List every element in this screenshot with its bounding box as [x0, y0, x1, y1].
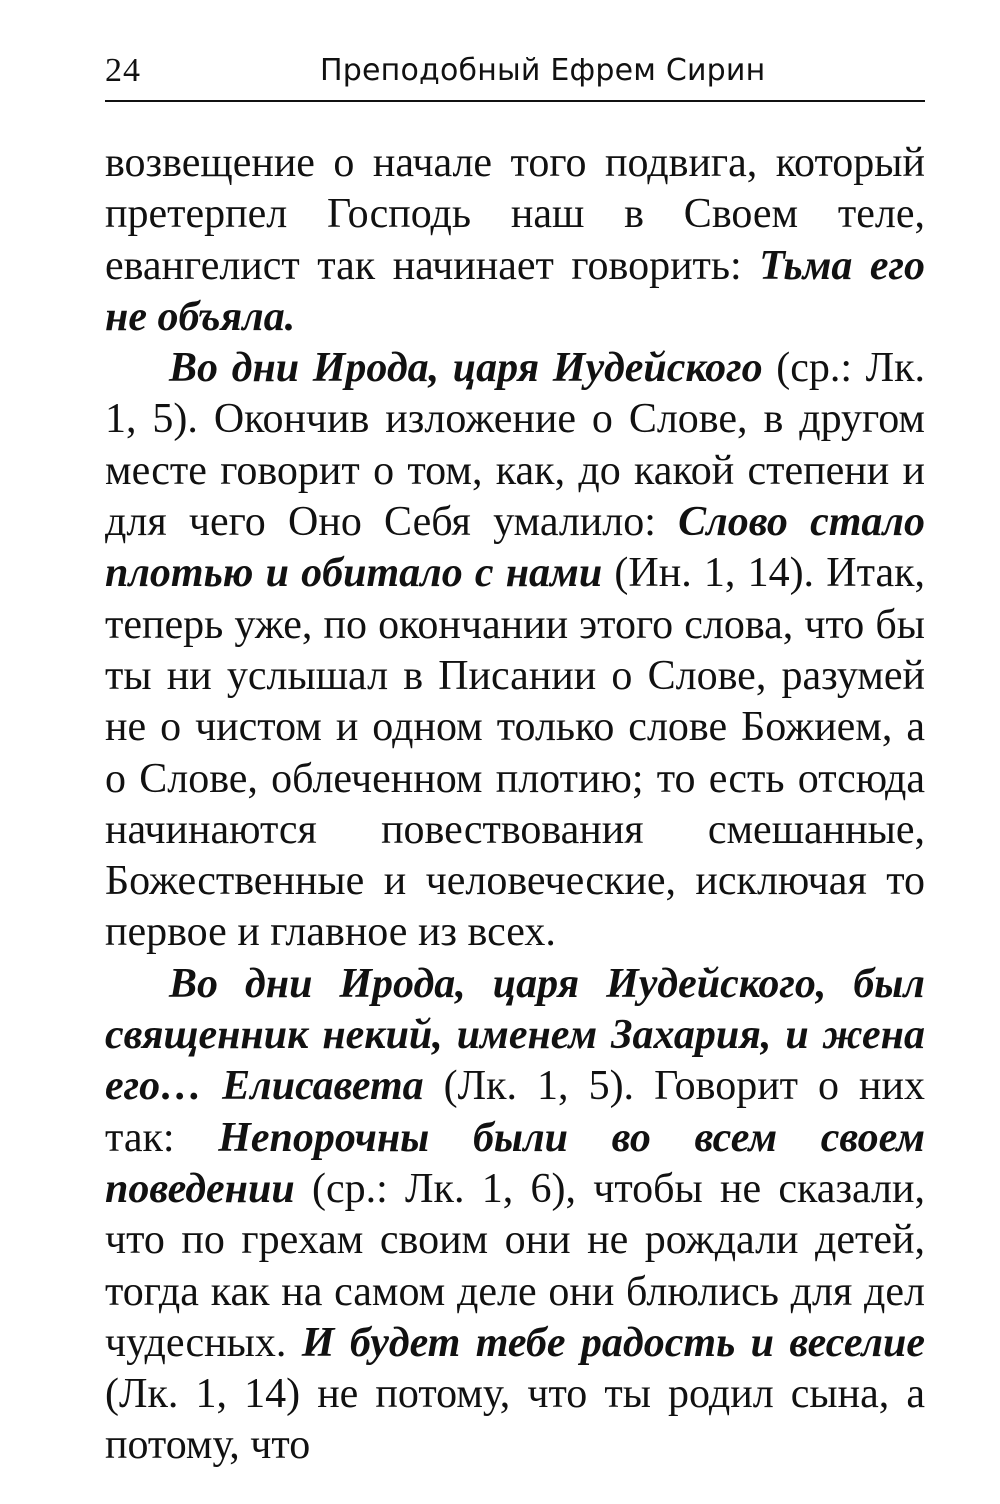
scripture-quote: Во дни Ирода, царя Иудейского, был священник некий, именем Захария, и жена его… Елисавета — [105, 960, 925, 1110]
running-head — [105, 48, 925, 98]
text-run: возвещение о начале того подвига, который претерпел Господь наш в Своем теле, евангелист так начинает говорить: — [105, 140, 925, 289]
scripture-quote: Тьма его не объяла. — [105, 242, 925, 340]
paragraph-3 — [105, 959, 925, 1472]
page-number: 24 — [105, 52, 141, 89]
scripture-quote: Непорочны были во всем своем поведении — [105, 1114, 925, 1212]
running-title: Преподобный Ефрем Сирин — [320, 53, 766, 88]
paragraph-2 — [105, 343, 925, 959]
text-run: (ср.: Лк. 1, 6), чтобы не сказали, что по грехам своим они не рождали детей, тогда как на самом деле они блюлись для дел чудесных. — [105, 1165, 925, 1366]
header-rule — [105, 100, 925, 102]
text-run: (Лк. 1, 14) не потому, что ты родил сына, а потому, что — [105, 1371, 925, 1469]
scripture-quote: И будет тебе радость и веселие — [301, 1319, 925, 1366]
paragraph-1 — [105, 138, 925, 343]
body-text — [105, 138, 925, 1472]
text-run: (Ин. 1, 14). Итак, теперь уже, по окончании этого слова, что бы ты ни услышал в Писании о Слове, разумей не о чистом и одном только слове Божием, а о Слове, облеченном плотию; то есть отсюда начинаются повествования смешанные, Божественные и человеческие, исключая то первое и главное из всех. — [105, 550, 925, 956]
scripture-quote: Слово стало плотью и обитало с нами — [105, 499, 925, 597]
scripture-quote: Во дни Ирода, царя Иудейского — [169, 345, 763, 392]
text-run: (Лк. 1, 5). Говорит о них так: — [105, 1063, 926, 1161]
text-run: (ср.: Лк. 1, 5). Окончив изложение о Слове, в другом месте говорит о том, как, до какой степени и для чего Оно Себя умалило: — [105, 345, 926, 546]
